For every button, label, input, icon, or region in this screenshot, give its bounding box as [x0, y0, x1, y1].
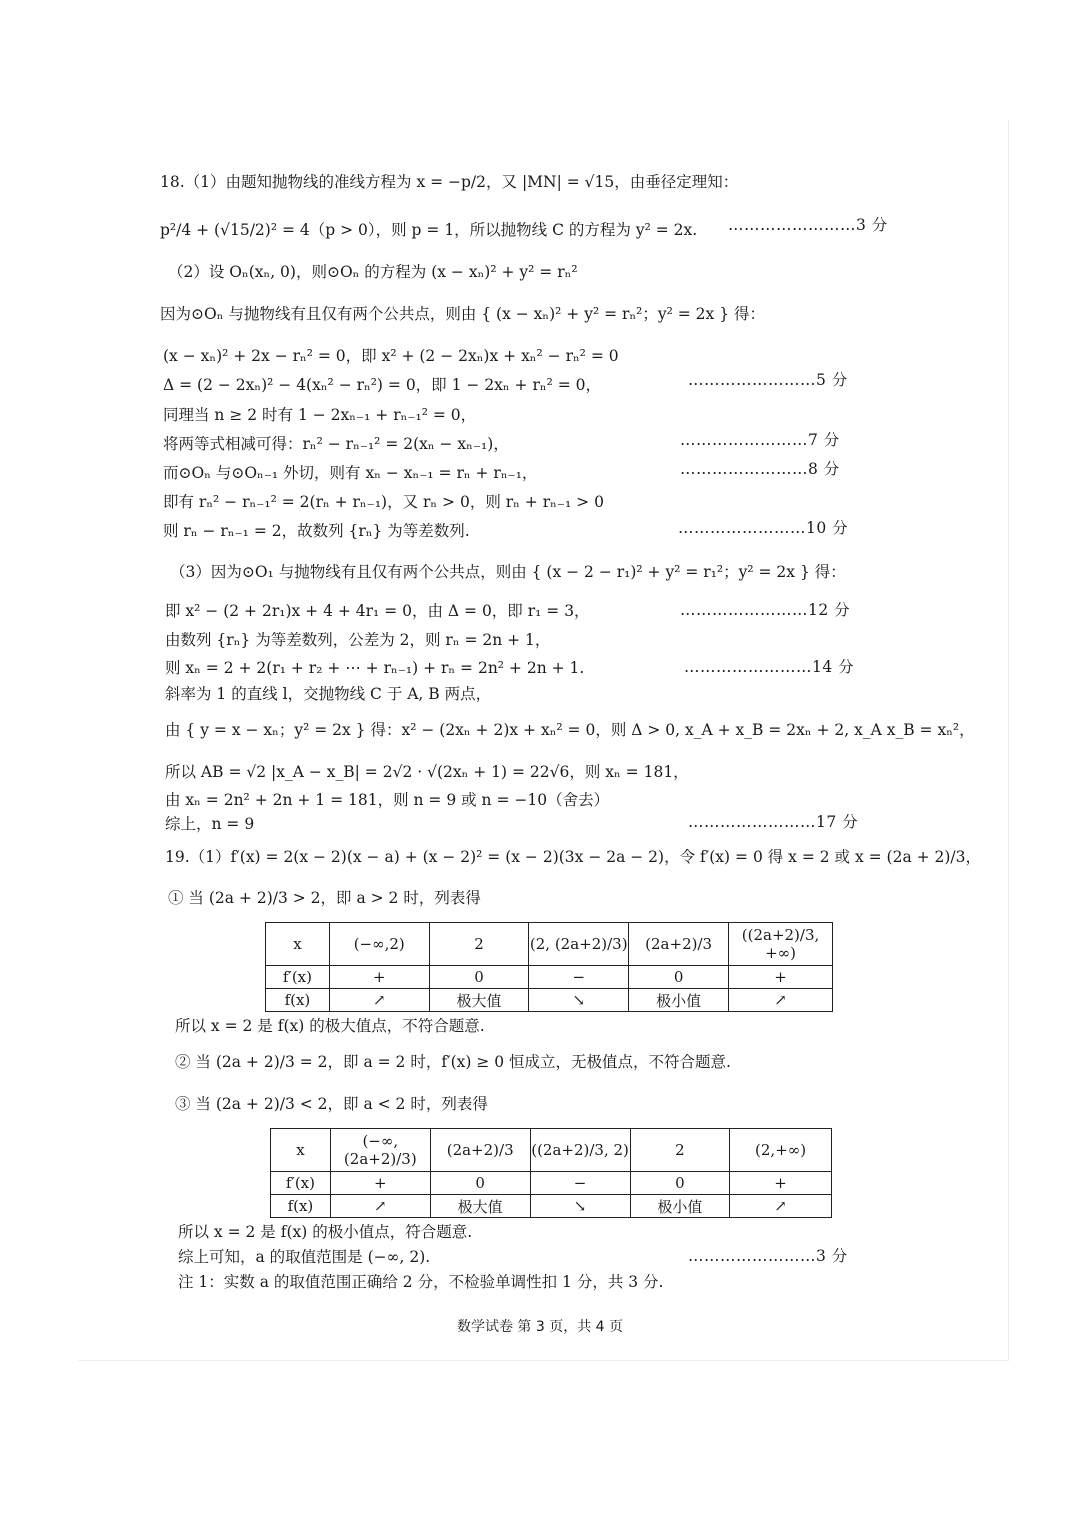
table-cell: ↗ — [730, 1195, 832, 1218]
table-cell: 0 — [429, 966, 529, 989]
q19-conclusion-1: 所以 x = 2 是 f(x) 的极大值点，不符合题意. — [175, 1017, 485, 1035]
q18-line-8: 将两等式相减可得：rₙ² − rₙ₋₁² = 2(xₙ − xₙ₋₁)， — [163, 435, 509, 453]
table-cell: 0 — [630, 1172, 730, 1195]
table-cell: x — [271, 1129, 331, 1172]
q18-line-6: Δ = (2 − 2xₙ)² − 4(xₙ² − rₙ²) = 0，即 1 − 2xₙ + rₙ² = 0， — [163, 376, 601, 394]
q18-line-9: 而⊙Oₙ 与⊙Oₙ₋₁ 外切，则有 xₙ − xₙ₋₁ = rₙ + rₙ₋₁， — [163, 464, 538, 482]
q18-line-10: 即有 rₙ² − rₙ₋₁² = 2(rₙ + rₙ₋₁)，又 rₙ > 0，则 rₙ + rₙ₋₁ > 0 — [163, 493, 604, 511]
table-cell: ((2a+2)/3, 2) — [530, 1129, 630, 1172]
sign-table-2 — [270, 1128, 832, 1218]
table-cell: ↗ — [329, 989, 429, 1012]
score-marker: ……………………7 分 — [680, 431, 840, 449]
q18-line-4: 因为⊙Oₙ 与抛物线有且仅有两个公共点，则由 { (x − xₙ)² + y² = rₙ²；y² = 2x } 得： — [160, 305, 765, 323]
q18-line-17: 由 { y = x − xₙ；y² = 2x } 得：x² − (2xₙ + 2)x + xₙ² = 0，则 Δ > 0, x_A + x_B = 2xₙ + 2, x_A x_B = xₙ²， — [165, 721, 975, 739]
q18-line-18: 所以 AB = √2 |x_A − x_B| = 2√2 · √(2xₙ + 1) = 22√6，则 xₙ = 181， — [165, 763, 689, 781]
table-cell: ↘ — [529, 989, 629, 1012]
table-cell: 极小值 — [629, 989, 729, 1012]
q18-line-11: 则 rₙ − rₙ₋₁ = 2，故数列 {rₙ} 为等差数列. — [163, 522, 470, 540]
q18-line-19: 由 xₙ = 2n² + 2n + 1 = 181，则 n = 9 或 n = −10（舍去） — [165, 791, 610, 809]
q18-line-5: (x − xₙ)² + 2x − rₙ² = 0，即 x² + (2 − 2xₙ)x + xₙ² − rₙ² = 0 — [163, 347, 619, 365]
q18-line-15: 则 xₙ = 2 + 2(r₁ + r₂ + ⋯ + rₙ₋₁) + rₙ = 2n² + 2n + 1. — [165, 659, 585, 677]
score-marker: ……………………14 分 — [684, 658, 855, 676]
table-cell: ↗ — [729, 989, 833, 1012]
q18-line-3: （2）设 Oₙ(xₙ, 0)，则⊙Oₙ 的方程为 (x − xₙ)² + y² = rₙ² — [168, 263, 578, 281]
q18-line-13: 即 x² − (2 + 2r₁)x + 4 + 4r₁ = 0，由 Δ = 0，即 r₁ = 3， — [165, 602, 590, 620]
score-marker: ……………………12 分 — [680, 601, 851, 619]
q18-line-7: 同理当 n ≥ 2 时有 1 − 2xₙ₋₁ + rₙ₋₁² = 0， — [163, 406, 477, 424]
table-cell: 极小值 — [630, 1195, 730, 1218]
table-cell: 极大值 — [429, 989, 529, 1012]
page-footer: 数学试卷 第 3 页，共 4 页 — [456, 1319, 624, 1335]
table-cell: ↘ — [530, 1195, 630, 1218]
table-cell: 2 — [429, 923, 529, 966]
table-cell: 0 — [629, 966, 729, 989]
q19-summary: 综上可知，a 的取值范围是 (−∞, 2). — [178, 1248, 431, 1266]
q19-line-1: 19.（1）f′(x) = 2(x − 2)(x − a) + (x − 2)² = (x − 2)(3x − 2a − 2)，令 f′(x) = 0 得 x = 2 或 x = (2a + 2)/3， — [165, 848, 982, 866]
score-marker: ……………………5 分 — [688, 371, 848, 389]
table-cell: 极大值 — [430, 1195, 530, 1218]
score-marker: ……………………10 分 — [678, 519, 849, 537]
table-cell: (−∞, (2a+2)/3) — [330, 1129, 430, 1172]
table-cell: (2,+∞) — [730, 1129, 832, 1172]
q18-line-14: 由数列 {rₙ} 为等差数列，公差为 2，则 rₙ = 2n + 1， — [165, 631, 551, 649]
table-cell: ((2a+2)/3, +∞) — [729, 923, 833, 966]
table-cell: x — [266, 923, 330, 966]
score-marker: ……………………3 分 — [688, 1247, 848, 1265]
table-cell: + — [329, 966, 429, 989]
table-cell: 0 — [430, 1172, 530, 1195]
table-cell: f(x) — [266, 989, 330, 1012]
q19-case-3: ③ 当 (2a + 2)/3 < 2，即 a < 2 时，列表得 — [175, 1095, 488, 1113]
q19-conclusion-2: 所以 x = 2 是 f(x) 的极小值点，符合题意. — [178, 1223, 473, 1241]
table-cell: + — [729, 966, 833, 989]
q19-case-1: ① 当 (2a + 2)/3 > 2，即 a > 2 时，列表得 — [168, 889, 481, 907]
table-cell: + — [330, 1172, 430, 1195]
table-cell: − — [530, 1172, 630, 1195]
table-cell: (2a+2)/3 — [430, 1129, 530, 1172]
q18-line-16: 斜率为 1 的直线 l，交抛物线 C 于 A, B 两点， — [165, 685, 492, 703]
score-marker: ……………………8 分 — [680, 460, 840, 478]
table-cell: − — [529, 966, 629, 989]
q18-line-12: （3）因为⊙O₁ 与抛物线有且仅有两个公共点，则由 { (x − 2 − r₁)² + y² = r₁²；y² = 2x } 得： — [170, 563, 846, 581]
table-cell: + — [730, 1172, 832, 1195]
score-marker: ……………………3 分 — [728, 216, 888, 234]
table-cell: ↗ — [330, 1195, 430, 1218]
table-cell: (2a+2)/3 — [629, 923, 729, 966]
table-cell: 2 — [630, 1129, 730, 1172]
score-marker: ……………………17 分 — [688, 813, 859, 831]
table-cell: f(x) — [271, 1195, 331, 1218]
table-cell: (−∞,2) — [329, 923, 429, 966]
table-cell: f′(x) — [271, 1172, 331, 1195]
q18-line-1: 18.（1）由题知抛物线的准线方程为 x = −p/2，又 |MN| = √15，由垂径定理知： — [160, 173, 739, 191]
q19-case-2: ② 当 (2a + 2)/3 = 2，即 a = 2 时，f′(x) ≥ 0 恒成立，无极值点，不符合题意. — [175, 1053, 731, 1071]
q19-note: 注 1：实数 a 的取值范围正确给 2 分，不检验单调性扣 1 分，共 3 分. — [178, 1273, 664, 1291]
table-cell: f′(x) — [266, 966, 330, 989]
q18-line-2: p²/4 + (√15/2)² = 4（p > 0），则 p = 1，所以抛物线 C 的方程为 y² = 2x. — [160, 221, 698, 239]
sign-table-1 — [265, 922, 833, 1012]
table-cell: (2, (2a+2)/3) — [529, 923, 629, 966]
q18-line-20: 综上，n = 9 — [165, 815, 255, 833]
